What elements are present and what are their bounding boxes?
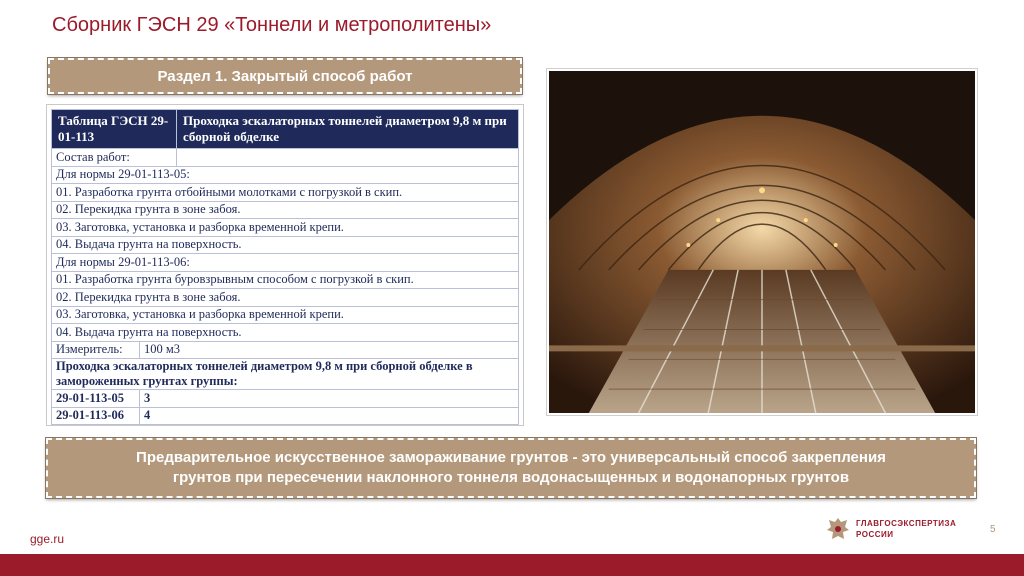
work-item: 04. Выдача грунта на поверхность. (52, 236, 519, 254)
composition-label: Состав работ: (52, 149, 177, 167)
work-item: 01. Разработка грунта отбойными молотками с погрузкой в скип. (52, 184, 519, 202)
empty-cell (177, 149, 519, 167)
table-row (52, 166, 519, 184)
work-item: 02. Перекидка грунта в зоне забоя. (52, 201, 519, 219)
norm-value: 3 (140, 390, 519, 408)
gesn-table-container (46, 104, 524, 426)
table-title-cell: Проходка эскалаторных тоннелей диаметром 9,8 м при сборной обделке (177, 110, 519, 149)
table-row (52, 324, 519, 342)
table-row (52, 306, 519, 324)
norm-title: Для нормы 29-01-113-05: (52, 166, 519, 184)
site-link[interactable]: gge.ru (30, 532, 65, 546)
work-item: 01. Разработка грунта буровзрывным способом с погрузкой в скип. (52, 271, 519, 289)
table-row (52, 201, 519, 219)
table-row (52, 359, 519, 390)
footer-bar (0, 554, 1024, 576)
table-row (52, 236, 519, 254)
note-line-2: грунтов при пересечении наклонного тоннеля водонасыщенных и водонапорных грунтов (172, 469, 850, 486)
table-number-cell: Таблица ГЭСН 29-01-113 (52, 110, 177, 149)
logo-line-1: ГЛАВГОСЭКСПЕРТИЗА (856, 519, 957, 528)
eagle-emblem-icon (826, 516, 850, 542)
work-item: 02. Перекидка грунта в зоне забоя. (52, 289, 519, 307)
logo-line-2: РОССИИ (856, 530, 894, 539)
page-number: 5 (990, 524, 996, 535)
table-row (52, 219, 519, 237)
table-row (52, 271, 519, 289)
table-row (52, 149, 519, 167)
tunnel-photo (546, 68, 978, 416)
table-row (52, 390, 519, 408)
summary-cell: Проходка эскалаторных тоннелей диаметром 9,8 м при сборной обделке в замороженных грунтах группы: (52, 359, 519, 390)
norm-title: Для нормы 29-01-113-06: (52, 254, 519, 272)
norm-code: 29-01-113-05 (52, 390, 140, 408)
note-line-1: Предварительное искусственное замораживание грунтов - это универсальный способ закрепления (136, 449, 886, 466)
gge-logo (826, 516, 956, 542)
norm-value: 4 (140, 407, 519, 425)
meter-label: Измеритель: (52, 341, 140, 359)
page-title: Сборник ГЭСН 29 «Тоннели и метрополитены» (52, 14, 492, 36)
norm-code: 29-01-113-06 (52, 407, 140, 425)
work-item: 03. Заготовка, установка и разборка временной крепи. (52, 219, 519, 237)
table-row (52, 407, 519, 425)
table-row (52, 289, 519, 307)
work-item: 04. Выдача грунта на поверхность. (52, 324, 519, 342)
table-row (52, 341, 519, 359)
meter-value: 100 м3 (140, 341, 519, 359)
section-banner: Раздел 1. Закрытый способ работ (48, 58, 522, 94)
work-item: 03. Заготовка, установка и разборка временной крепи. (52, 306, 519, 324)
freezing-note (46, 438, 976, 498)
gesn-table (51, 109, 519, 425)
escalator-tunnel-illustration (549, 71, 975, 413)
table-row (52, 254, 519, 272)
table-row (52, 184, 519, 202)
table-header-row (52, 110, 519, 149)
